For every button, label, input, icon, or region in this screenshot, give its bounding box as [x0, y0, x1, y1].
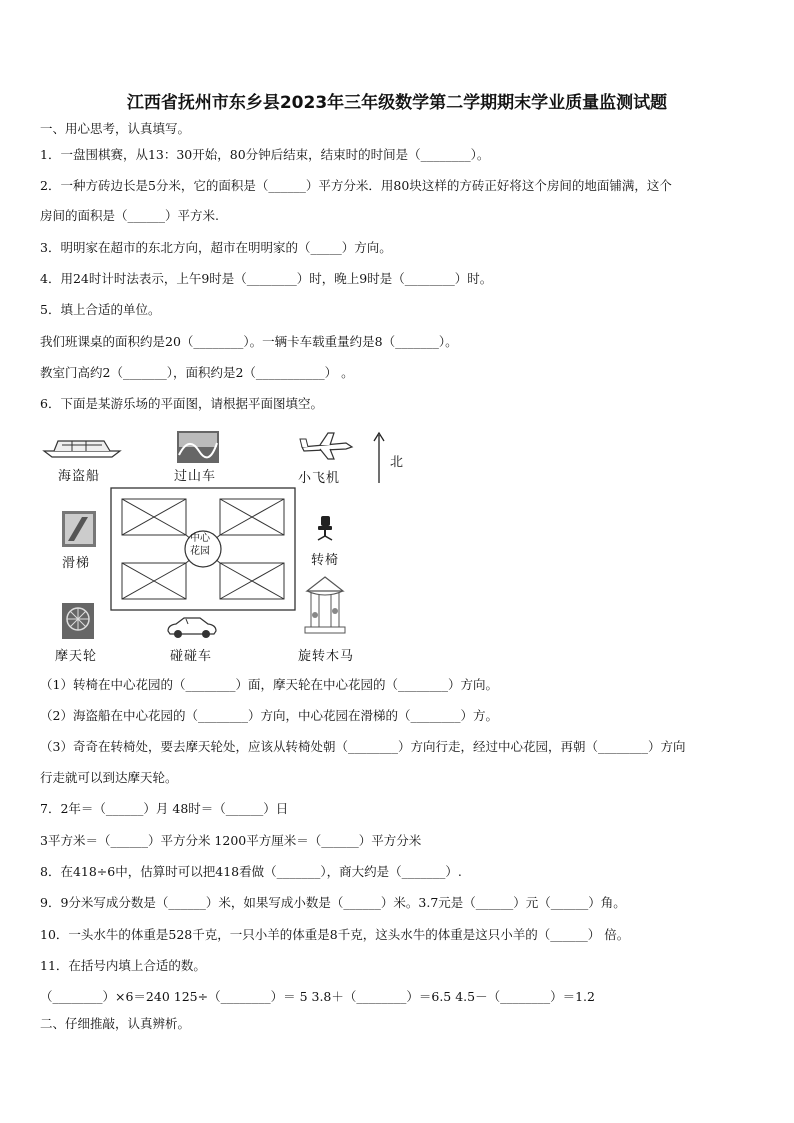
park-map	[0, 425, 794, 665]
question-6-part-2: （2）海盗船在中心花园的（________）方向，中心花园在滑梯的（________）方。	[40, 708, 498, 723]
question-5-line-b: 教室门高约2（_______），面积约是2（___________） 。	[40, 365, 354, 380]
question-4: 4．用24时计时法表示，上午9时是（________）时，晚上9时是（________）时。	[40, 271, 493, 286]
center-garden-label-bottom: 花园	[190, 546, 210, 557]
section-one-heading: 一、用心思考，认真填写。	[40, 121, 191, 136]
pirate-ship-icon	[42, 433, 122, 459]
carousel-icon	[303, 575, 347, 637]
question-6-part-3-line-2: 行走就可以到达摩天轮。	[40, 770, 178, 785]
question-6-part-1: （1）转椅在中心花园的（________）面，摩天轮在中心花园的（________）方向。	[40, 677, 498, 692]
pirate-ship-label: 海盗船	[58, 469, 101, 484]
question-6-part-3-line-1: （3）奇奇在转椅处，要去摩天轮处，应该从转椅处朝（________）方向行走，经过中心花园，再朝（________）方向	[40, 739, 686, 754]
carousel-label: 旋转木马	[298, 649, 355, 664]
swivel-chair-icon	[315, 515, 335, 541]
ferris-wheel-icon	[62, 603, 94, 639]
bumper-car-icon	[164, 615, 220, 639]
question-11: 11．在括号内填上合适的数。	[40, 958, 206, 973]
question-2-line-1: 2．一种方砖边长是5分米，它的面积是（______）平方分米．用80块这样的方砖正好将这个房间的地面铺满，这个	[40, 178, 672, 193]
small-plane-icon	[298, 429, 354, 463]
question-5: 5．填上合适的单位。	[40, 302, 161, 317]
question-3: 3．明明家在超市的东北方向，超市在明明家的（_____）方向。	[40, 240, 392, 255]
roller-coaster-label: 过山车	[174, 469, 217, 484]
question-1: 1．一盘围棋赛，从13：30开始，80分钟后结束，结束时的时间是（________）。	[40, 147, 490, 162]
question-7-line-2: 3平方米＝（______）平方分米 1200平方厘米＝（______）平方分米	[40, 833, 422, 848]
question-6: 6．下面是某游乐场的平面图，请根据平面图填空。	[40, 396, 323, 411]
north-arrow-icon	[372, 431, 386, 485]
small-plane-label: 小飞机	[298, 471, 341, 486]
question-5-line-a: 我们班课桌的面积约是20（________）。一辆卡车载重量约是8（_______）。	[40, 334, 458, 349]
question-9: 9．9分米写成分数是（______）米，如果写成小数是（______）米。3.7元是（______）元（______）角。	[40, 895, 626, 910]
page-title: 江西省抚州市东乡县2023年三年级数学第二学期期末学业质量监测试题	[126, 93, 668, 113]
question-11-equations: （________）×6＝240 125÷（________）＝ 5 3.8＋（________）＝6.5 4.5－（________）＝1.2	[40, 989, 595, 1004]
slide-icon	[62, 511, 96, 547]
ferris-wheel-label: 摩天轮	[55, 649, 98, 664]
question-10: 10．一头水牛的体重是528千克，一只小羊的体重是8千克，这头水牛的体重是这只小羊的（______） 倍。	[40, 927, 630, 942]
center-garden-label-top: 中心	[190, 533, 210, 544]
swivel-chair-label: 转椅	[311, 553, 340, 568]
roller-coaster-icon	[177, 431, 219, 463]
bumper-car-label: 碰碰车	[170, 649, 213, 664]
north-label: 北	[390, 455, 405, 470]
slide-label: 滑梯	[62, 556, 91, 571]
section-two-heading: 二、仔细推敲，认真辨析。	[40, 1016, 191, 1031]
question-8: 8．在418÷6中，估算时可以把418看做（_______），商大约是（_______）.	[40, 864, 462, 879]
question-2-line-2: 房间的面积是（______）平方米.	[40, 208, 219, 223]
question-7-line-1: 7．2年＝（______）月 48时＝（______）日	[40, 801, 289, 816]
